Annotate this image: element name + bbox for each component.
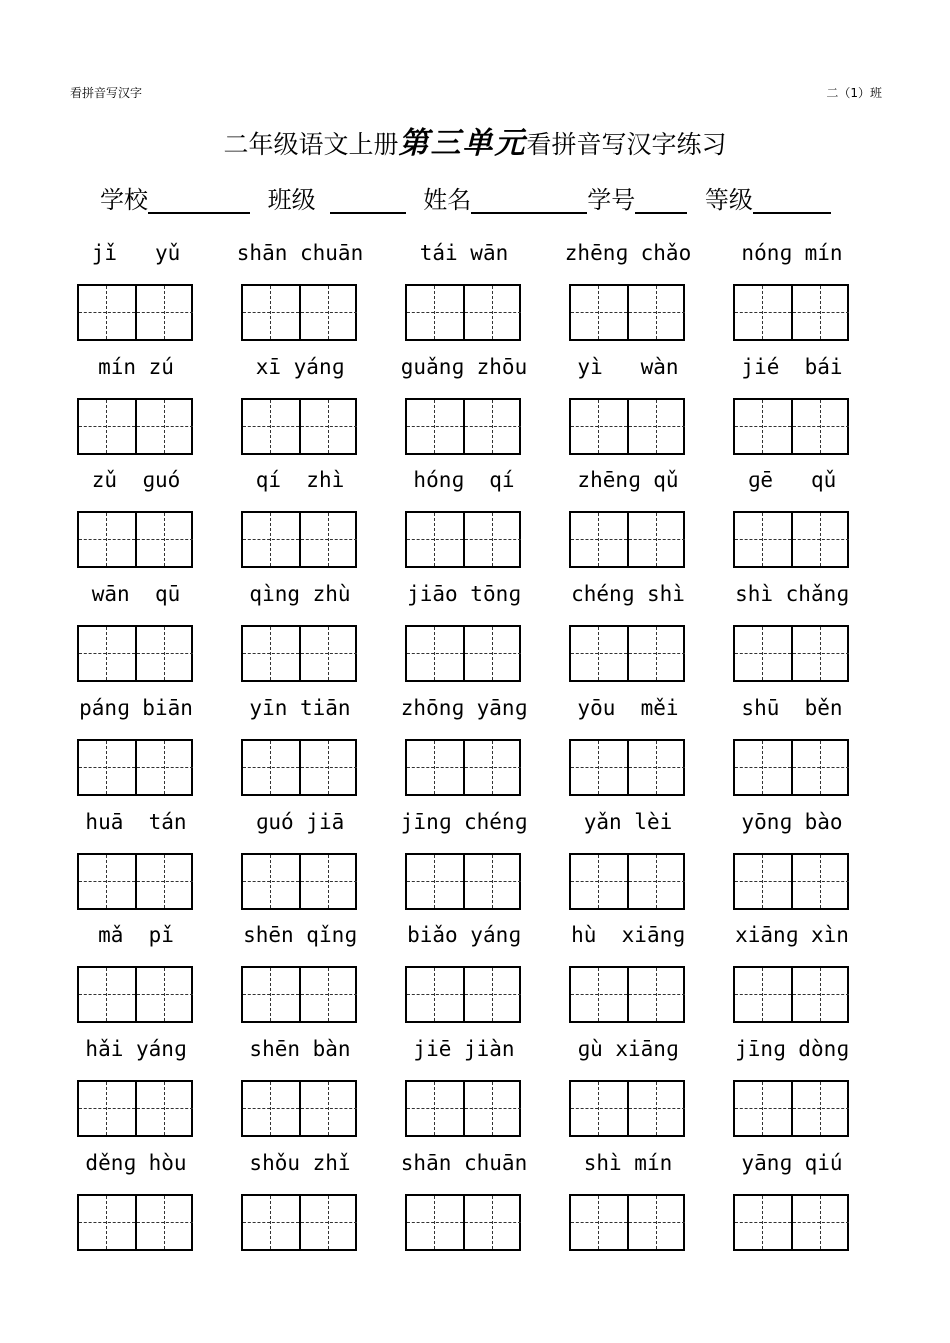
writing-box[interactable] bbox=[733, 398, 849, 455]
dashed-guide-horizontal bbox=[571, 312, 627, 313]
dashed-guide-horizontal bbox=[243, 881, 299, 882]
dashed-guide-horizontal bbox=[465, 539, 521, 540]
writing-box[interactable] bbox=[77, 739, 193, 796]
tian-zi-ge-square[interactable] bbox=[135, 1082, 193, 1135]
dashed-guide-horizontal bbox=[301, 653, 357, 654]
school-blank[interactable] bbox=[148, 188, 250, 214]
writing-box[interactable] bbox=[241, 1080, 357, 1137]
page-title bbox=[0, 118, 950, 162]
dashed-guide-horizontal bbox=[79, 312, 135, 313]
tian-zi-ge-square[interactable] bbox=[791, 968, 849, 1021]
writing-box[interactable] bbox=[241, 739, 357, 796]
tian-zi-ge-square[interactable] bbox=[791, 741, 849, 794]
writing-box[interactable] bbox=[77, 1080, 193, 1137]
tian-zi-ge-square[interactable] bbox=[735, 968, 791, 1021]
dashed-guide-horizontal bbox=[137, 1222, 193, 1223]
dashed-guide-horizontal bbox=[735, 653, 791, 654]
tian-zi-ge-square[interactable] bbox=[135, 627, 193, 680]
pinyin-text: zǔ ɡuó bbox=[91, 468, 181, 493]
pinyin-text: xī yánɡ bbox=[255, 354, 345, 379]
dashed-guide-horizontal bbox=[629, 994, 685, 995]
writing-box[interactable] bbox=[569, 1194, 685, 1251]
writing-box[interactable] bbox=[733, 625, 849, 682]
tian-zi-ge-square[interactable] bbox=[463, 513, 521, 566]
writing-box[interactable] bbox=[569, 853, 685, 910]
tian-zi-ge-square[interactable] bbox=[463, 400, 521, 453]
writing-box[interactable] bbox=[241, 511, 357, 568]
tian-zi-ge-square[interactable] bbox=[571, 1196, 627, 1249]
dashed-guide-horizontal bbox=[407, 653, 463, 654]
dashed-guide-horizontal bbox=[137, 653, 193, 654]
dashed-guide-horizontal bbox=[735, 1222, 791, 1223]
tian-zi-ge-square[interactable] bbox=[627, 513, 685, 566]
class-label: 班级 bbox=[267, 186, 316, 214]
student-info-row bbox=[100, 180, 831, 215]
pinyin-text: hónɡ qí bbox=[413, 468, 515, 493]
dashed-guide-horizontal bbox=[137, 881, 193, 882]
tian-zi-ge-square[interactable] bbox=[627, 855, 685, 908]
pinyin-text: mǎ pǐ bbox=[98, 923, 174, 948]
tian-zi-ge-square[interactable] bbox=[627, 400, 685, 453]
grade-blank[interactable] bbox=[753, 188, 831, 214]
dashed-guide-horizontal bbox=[571, 653, 627, 654]
pinyin-text: qìng zhù bbox=[249, 582, 351, 607]
dashed-guide-horizontal bbox=[137, 994, 193, 995]
dashed-guide-horizontal bbox=[629, 1108, 685, 1109]
tian-zi-ge-square[interactable] bbox=[299, 286, 357, 339]
tian-zi-ge-square[interactable] bbox=[135, 513, 193, 566]
tian-zi-ge-square[interactable] bbox=[243, 741, 299, 794]
tian-zi-ge-square[interactable] bbox=[627, 1196, 685, 1249]
student-number-label: 学号 bbox=[587, 186, 636, 214]
pinyin-text: yōnɡ bào bbox=[741, 809, 843, 834]
dashed-guide-horizontal bbox=[79, 539, 135, 540]
tian-zi-ge-square[interactable] bbox=[735, 741, 791, 794]
dashed-guide-horizontal bbox=[137, 312, 193, 313]
pinyin-text: chénɡ shì bbox=[571, 582, 685, 607]
tian-zi-ge-square[interactable] bbox=[627, 627, 685, 680]
header-right-text: 二（1）班 bbox=[826, 86, 882, 100]
pinyin-text: yīn tiān bbox=[249, 695, 351, 720]
dashed-guide-horizontal bbox=[793, 653, 849, 654]
dashed-guide-horizontal bbox=[137, 539, 193, 540]
tian-zi-ge-square[interactable] bbox=[135, 968, 193, 1021]
tian-zi-ge-square[interactable] bbox=[571, 627, 627, 680]
pinyin-text: huā tán bbox=[85, 809, 187, 834]
tian-zi-ge-square[interactable] bbox=[627, 968, 685, 1021]
dashed-guide-horizontal bbox=[465, 767, 521, 768]
pinyin-text: hù xiānɡ bbox=[571, 923, 685, 948]
name-blank[interactable] bbox=[471, 188, 587, 214]
dashed-guide-horizontal bbox=[735, 994, 791, 995]
dashed-guide-horizontal bbox=[407, 312, 463, 313]
tian-zi-ge-square[interactable] bbox=[135, 1196, 193, 1249]
title-part-exercise: 看拼音写汉字练习 bbox=[526, 130, 727, 159]
tian-zi-ge-square[interactable] bbox=[299, 1082, 357, 1135]
writing-box[interactable] bbox=[733, 739, 849, 796]
pinyin-text: shǒu zhǐ bbox=[249, 1150, 351, 1175]
tian-zi-ge-square[interactable] bbox=[79, 513, 135, 566]
dashed-guide-horizontal bbox=[301, 994, 357, 995]
tian-zi-ge-square[interactable] bbox=[571, 286, 627, 339]
dashed-guide-horizontal bbox=[301, 1222, 357, 1223]
writing-box[interactable] bbox=[733, 1080, 849, 1137]
writing-box[interactable] bbox=[405, 398, 521, 455]
tian-zi-ge-square[interactable] bbox=[79, 286, 135, 339]
pinyin-text: jīnɡ dònɡ bbox=[735, 1036, 849, 1061]
tian-zi-ge-square[interactable] bbox=[407, 741, 463, 794]
dashed-guide-horizontal bbox=[629, 767, 685, 768]
dashed-guide-horizontal bbox=[243, 767, 299, 768]
dashed-guide-horizontal bbox=[243, 994, 299, 995]
pinyin-text: tái wān bbox=[419, 241, 509, 265]
tian-zi-ge-square[interactable] bbox=[571, 513, 627, 566]
tian-zi-ge-square[interactable] bbox=[243, 513, 299, 566]
dashed-guide-horizontal bbox=[629, 653, 685, 654]
tian-zi-ge-square[interactable] bbox=[79, 1196, 135, 1249]
tian-zi-ge-square[interactable] bbox=[463, 627, 521, 680]
writing-box[interactable] bbox=[405, 853, 521, 910]
pinyin-text: hǎi yánɡ bbox=[85, 1036, 187, 1061]
pinyin-text: yānɡ qiú bbox=[741, 1150, 843, 1175]
dashed-guide-horizontal bbox=[465, 653, 521, 654]
dashed-guide-horizontal bbox=[79, 426, 135, 427]
writing-box[interactable] bbox=[77, 966, 193, 1023]
dashed-guide-horizontal bbox=[243, 539, 299, 540]
name-label: 姓名 bbox=[423, 186, 472, 214]
writing-box[interactable] bbox=[569, 284, 685, 341]
tian-zi-ge-square[interactable] bbox=[735, 400, 791, 453]
writing-box[interactable] bbox=[77, 398, 193, 455]
writing-box[interactable] bbox=[733, 284, 849, 341]
writing-box[interactable] bbox=[77, 625, 193, 682]
writing-box[interactable] bbox=[241, 853, 357, 910]
writing-box[interactable] bbox=[77, 284, 193, 341]
tian-zi-ge-square[interactable] bbox=[735, 1082, 791, 1135]
pinyin-text: shēn qǐnɡ bbox=[243, 923, 357, 948]
tian-zi-ge-square[interactable] bbox=[243, 1082, 299, 1135]
writing-box[interactable] bbox=[241, 398, 357, 455]
writing-box[interactable] bbox=[241, 284, 357, 341]
dashed-guide-horizontal bbox=[571, 881, 627, 882]
dashed-guide-horizontal bbox=[629, 426, 685, 427]
dashed-guide-horizontal bbox=[243, 426, 299, 427]
pinyin-text: wān qū bbox=[91, 582, 181, 607]
tian-zi-ge-square[interactable] bbox=[135, 741, 193, 794]
dashed-guide-horizontal bbox=[137, 426, 193, 427]
writing-box[interactable] bbox=[405, 966, 521, 1023]
dashed-guide-horizontal bbox=[79, 653, 135, 654]
tian-zi-ge-square[interactable] bbox=[627, 1082, 685, 1135]
dashed-guide-horizontal bbox=[735, 539, 791, 540]
dashed-guide-horizontal bbox=[465, 994, 521, 995]
writing-box[interactable] bbox=[569, 625, 685, 682]
tian-zi-ge-square[interactable] bbox=[243, 627, 299, 680]
dashed-guide-horizontal bbox=[571, 994, 627, 995]
dashed-guide-horizontal bbox=[793, 994, 849, 995]
dashed-guide-horizontal bbox=[137, 1108, 193, 1109]
tian-zi-ge-square[interactable] bbox=[407, 627, 463, 680]
writing-box[interactable] bbox=[405, 1080, 521, 1137]
tian-zi-ge-square[interactable] bbox=[407, 855, 463, 908]
tian-zi-ge-square[interactable] bbox=[79, 855, 135, 908]
dashed-guide-horizontal bbox=[571, 539, 627, 540]
tian-zi-ge-square[interactable] bbox=[463, 286, 521, 339]
dashed-guide-horizontal bbox=[629, 312, 685, 313]
tian-zi-ge-square[interactable] bbox=[299, 741, 357, 794]
tian-zi-ge-square[interactable] bbox=[299, 400, 357, 453]
pinyin-text: biǎo yánɡ bbox=[407, 923, 521, 948]
dashed-guide-horizontal bbox=[465, 1222, 521, 1223]
writing-box[interactable] bbox=[569, 398, 685, 455]
tian-zi-ge-square[interactable] bbox=[463, 1196, 521, 1249]
pinyin-text: shì mín bbox=[583, 1150, 673, 1175]
tian-zi-ge-square[interactable] bbox=[571, 741, 627, 794]
tian-zi-ge-square[interactable] bbox=[407, 400, 463, 453]
dashed-guide-horizontal bbox=[735, 881, 791, 882]
dashed-guide-horizontal bbox=[629, 881, 685, 882]
pinyin-text: xiānɡ xìn bbox=[735, 923, 849, 948]
pinyin-text: ɡù xiānɡ bbox=[577, 1036, 679, 1061]
grade-label: 等级 bbox=[704, 186, 753, 214]
tian-zi-ge-square[interactable] bbox=[299, 968, 357, 1021]
writing-box[interactable] bbox=[733, 1194, 849, 1251]
tian-zi-ge-square[interactable] bbox=[299, 513, 357, 566]
tian-zi-ge-square[interactable] bbox=[571, 1082, 627, 1135]
dashed-guide-horizontal bbox=[407, 1222, 463, 1223]
tian-zi-ge-square[interactable] bbox=[299, 1196, 357, 1249]
title-part-unit: 第三单元 bbox=[398, 126, 527, 161]
tian-zi-ge-square[interactable] bbox=[299, 855, 357, 908]
dashed-guide-horizontal bbox=[571, 767, 627, 768]
pinyin-text: jiāo tōnɡ bbox=[407, 582, 521, 607]
pinyin-text: jiē jiàn bbox=[413, 1036, 515, 1061]
dashed-guide-horizontal bbox=[407, 539, 463, 540]
dashed-guide-horizontal bbox=[735, 426, 791, 427]
pinyin-text: mín zú bbox=[98, 354, 174, 379]
dashed-guide-horizontal bbox=[243, 312, 299, 313]
dashed-guide-horizontal bbox=[793, 426, 849, 427]
dashed-guide-horizontal bbox=[79, 994, 135, 995]
dashed-guide-horizontal bbox=[465, 426, 521, 427]
tian-zi-ge-square[interactable] bbox=[735, 286, 791, 339]
writing-box[interactable] bbox=[77, 1194, 193, 1251]
pinyin-text: děnɡ hòu bbox=[85, 1150, 187, 1175]
tian-zi-ge-square[interactable] bbox=[79, 1082, 135, 1135]
dashed-guide-horizontal bbox=[243, 1222, 299, 1223]
tian-zi-ge-square[interactable] bbox=[735, 855, 791, 908]
dashed-guide-horizontal bbox=[79, 1108, 135, 1109]
dashed-guide-horizontal bbox=[735, 767, 791, 768]
pinyin-text: zhōnɡ yānɡ bbox=[400, 695, 528, 720]
dashed-guide-horizontal bbox=[629, 1222, 685, 1223]
writing-box[interactable] bbox=[405, 284, 521, 341]
dashed-guide-horizontal bbox=[407, 881, 463, 882]
dashed-guide-horizontal bbox=[465, 1108, 521, 1109]
writing-box[interactable] bbox=[569, 966, 685, 1023]
pinyin-text: shān chuān bbox=[400, 1150, 528, 1175]
school-label: 学校 bbox=[100, 186, 148, 214]
dashed-guide-horizontal bbox=[465, 312, 521, 313]
writing-box[interactable] bbox=[569, 1080, 685, 1137]
tian-zi-ge-square[interactable] bbox=[463, 1082, 521, 1135]
dashed-guide-horizontal bbox=[137, 767, 193, 768]
tian-zi-ge-square[interactable] bbox=[735, 627, 791, 680]
dashed-guide-horizontal bbox=[301, 539, 357, 540]
tian-zi-ge-square[interactable] bbox=[79, 627, 135, 680]
pinyin-text: jīnɡ chénɡ bbox=[400, 809, 528, 834]
writing-box[interactable] bbox=[77, 511, 193, 568]
dashed-guide-horizontal bbox=[571, 1222, 627, 1223]
dashed-guide-horizontal bbox=[571, 1108, 627, 1109]
dashed-guide-horizontal bbox=[407, 767, 463, 768]
writing-box[interactable] bbox=[733, 511, 849, 568]
writing-box[interactable] bbox=[733, 853, 849, 910]
pinyin-text: jǐ yǔ bbox=[91, 241, 181, 265]
writing-box[interactable] bbox=[405, 1194, 521, 1251]
dashed-guide-horizontal bbox=[735, 1108, 791, 1109]
tian-zi-ge-square[interactable] bbox=[79, 400, 135, 453]
dashed-guide-horizontal bbox=[735, 312, 791, 313]
dashed-guide-horizontal bbox=[243, 1108, 299, 1109]
student-number-blank[interactable] bbox=[635, 188, 687, 214]
dashed-guide-horizontal bbox=[301, 881, 357, 882]
tian-zi-ge-square[interactable] bbox=[135, 855, 193, 908]
writing-box[interactable] bbox=[405, 511, 521, 568]
dashed-guide-horizontal bbox=[301, 312, 357, 313]
dashed-guide-horizontal bbox=[629, 539, 685, 540]
tian-zi-ge-square[interactable] bbox=[407, 1196, 463, 1249]
tian-zi-ge-square[interactable] bbox=[791, 1082, 849, 1135]
tian-zi-ge-square[interactable] bbox=[571, 400, 627, 453]
pinyin-text: nónɡ mín bbox=[741, 241, 843, 265]
dashed-guide-horizontal bbox=[301, 426, 357, 427]
tian-zi-ge-square[interactable] bbox=[407, 513, 463, 566]
dashed-guide-horizontal bbox=[301, 1108, 357, 1109]
title-part-grade: 二年级语文上册 bbox=[223, 130, 399, 159]
dashed-guide-horizontal bbox=[465, 881, 521, 882]
dashed-guide-horizontal bbox=[407, 994, 463, 995]
dashed-guide-horizontal bbox=[793, 1108, 849, 1109]
tian-zi-ge-square[interactable] bbox=[463, 968, 521, 1021]
tian-zi-ge-square[interactable] bbox=[243, 968, 299, 1021]
tian-zi-ge-square[interactable] bbox=[627, 741, 685, 794]
writing-box[interactable] bbox=[241, 1194, 357, 1251]
pinyin-text: ɡuó jiā bbox=[255, 809, 345, 834]
writing-box[interactable] bbox=[569, 739, 685, 796]
tian-zi-ge-square[interactable] bbox=[571, 968, 627, 1021]
tian-zi-ge-square[interactable] bbox=[627, 286, 685, 339]
writing-box[interactable] bbox=[733, 966, 849, 1023]
pinyin-text: guǎnɡ zhōu bbox=[400, 354, 528, 379]
tian-zi-ge-square[interactable] bbox=[791, 400, 849, 453]
class-blank[interactable] bbox=[330, 188, 406, 214]
pinyin-text: zhēnɡ qǔ bbox=[577, 468, 679, 493]
pinyin-text: shū běn bbox=[741, 695, 843, 720]
tian-zi-ge-square[interactable] bbox=[463, 741, 521, 794]
header-left-text: 看拼音写汉字 bbox=[70, 86, 143, 100]
tian-zi-ge-square[interactable] bbox=[735, 1196, 791, 1249]
tian-zi-ge-square[interactable] bbox=[243, 855, 299, 908]
dashed-guide-horizontal bbox=[793, 312, 849, 313]
tian-zi-ge-square[interactable] bbox=[791, 1196, 849, 1249]
writing-box[interactable] bbox=[77, 853, 193, 910]
tian-zi-ge-square[interactable] bbox=[791, 286, 849, 339]
writing-box[interactable] bbox=[241, 966, 357, 1023]
tian-zi-ge-square[interactable] bbox=[571, 855, 627, 908]
dashed-guide-horizontal bbox=[79, 1222, 135, 1223]
dashed-guide-horizontal bbox=[793, 767, 849, 768]
tian-zi-ge-square[interactable] bbox=[299, 627, 357, 680]
dashed-guide-horizontal bbox=[79, 881, 135, 882]
tian-zi-ge-square[interactable] bbox=[791, 513, 849, 566]
tian-zi-ge-square[interactable] bbox=[407, 1082, 463, 1135]
tian-zi-ge-square[interactable] bbox=[243, 286, 299, 339]
dashed-guide-horizontal bbox=[407, 1108, 463, 1109]
tian-zi-ge-square[interactable] bbox=[243, 1196, 299, 1249]
tian-zi-ge-square[interactable] bbox=[463, 855, 521, 908]
pinyin-text: ɡē qǔ bbox=[747, 468, 837, 493]
tian-zi-ge-square[interactable] bbox=[407, 968, 463, 1021]
dashed-guide-horizontal bbox=[571, 426, 627, 427]
dashed-guide-horizontal bbox=[793, 539, 849, 540]
dashed-guide-horizontal bbox=[407, 426, 463, 427]
pinyin-text: shēn bàn bbox=[249, 1036, 351, 1061]
tian-zi-ge-square[interactable] bbox=[79, 741, 135, 794]
pinyin-text: shān chuān bbox=[236, 241, 364, 265]
tian-zi-ge-square[interactable] bbox=[135, 286, 193, 339]
pinyin-text: yì wàn bbox=[577, 354, 679, 379]
dashed-guide-horizontal bbox=[793, 881, 849, 882]
tian-zi-ge-square[interactable] bbox=[135, 400, 193, 453]
tian-zi-ge-square[interactable] bbox=[407, 286, 463, 339]
writing-box[interactable] bbox=[405, 739, 521, 796]
tian-zi-ge-square[interactable] bbox=[79, 968, 135, 1021]
tian-zi-ge-square[interactable] bbox=[791, 627, 849, 680]
pinyin-text: yōu měi bbox=[577, 695, 679, 720]
pinyin-text: qí zhì bbox=[255, 468, 345, 493]
pinyin-text: jié bái bbox=[741, 354, 843, 379]
writing-box[interactable] bbox=[241, 625, 357, 682]
tian-zi-ge-square[interactable] bbox=[735, 513, 791, 566]
dashed-guide-horizontal bbox=[243, 653, 299, 654]
tian-zi-ge-square[interactable] bbox=[791, 855, 849, 908]
writing-box[interactable] bbox=[405, 625, 521, 682]
tian-zi-ge-square[interactable] bbox=[243, 400, 299, 453]
dashed-guide-horizontal bbox=[301, 767, 357, 768]
pinyin-text: shì chǎnɡ bbox=[735, 582, 849, 607]
dashed-guide-horizontal bbox=[79, 767, 135, 768]
pinyin-text: yǎn lèi bbox=[583, 809, 673, 834]
dashed-guide-horizontal bbox=[793, 1222, 849, 1223]
pinyin-text: zhēnɡ chǎo bbox=[564, 241, 692, 265]
pinyin-text: pánɡ biān bbox=[79, 695, 193, 720]
writing-box[interactable] bbox=[569, 511, 685, 568]
